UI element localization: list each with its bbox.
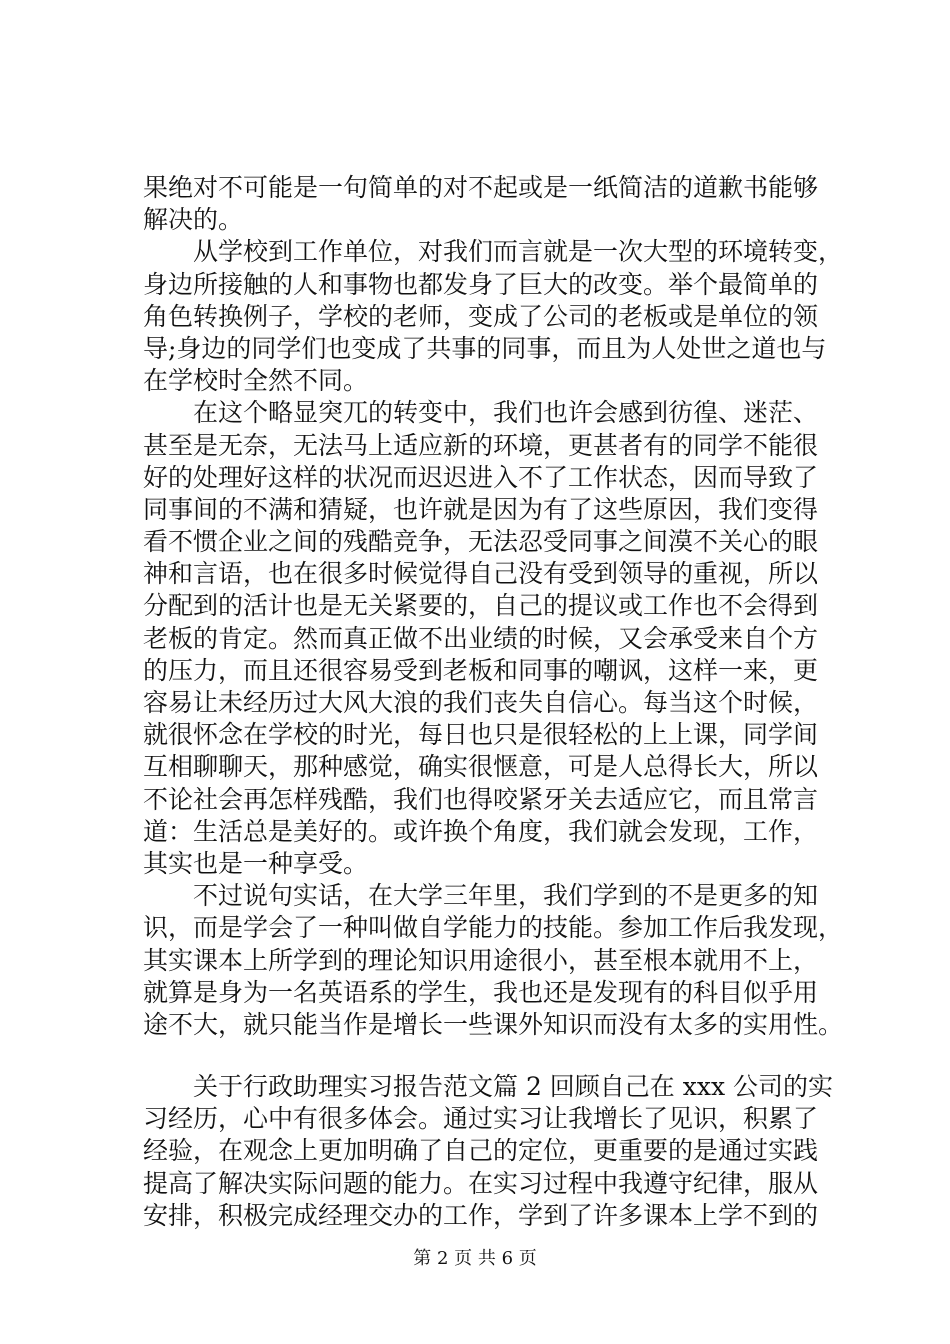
text-line: 互相聊聊天，那种感觉，确实很惬意，可是人总得长大，所以 bbox=[143, 752, 819, 782]
text-line: 老板的肯定。然而真正做不出业绩的时候，又会承受来自个方 bbox=[143, 623, 819, 653]
text-line: 身边所接触的人和事物也都发身了巨大的改变。举个最简单的 bbox=[143, 269, 819, 299]
text-line: 导;身边的同学们也变成了共事的同事，而且为人处世之道也与 bbox=[143, 333, 827, 363]
text-line: 看不惯企业之间的残酷竞争，无法忍受同事之间漠不关心的眼 bbox=[143, 527, 819, 557]
text-line: 就很怀念在学校的时光，每日也只是很轻松的上上课，同学间 bbox=[143, 720, 819, 750]
text-line: 同事间的不满和猜疑，也许就是因为有了这些原因，我们变得 bbox=[143, 494, 819, 524]
text-line: 分配到的活计也是无关紧要的，自己的提议或工作也不会得到 bbox=[143, 591, 819, 621]
text-line: 经验，在观念上更加明确了自己的定位，更重要的是通过实践 bbox=[143, 1136, 819, 1166]
text-line: 不过说句实话，在大学三年里，我们学到的不是更多的知 bbox=[143, 881, 819, 911]
text-line: 其实也是一种享受。 bbox=[143, 848, 369, 878]
text-line: 其实课本上所学到的理论知识用途很小，甚至根本就用不上， bbox=[143, 945, 819, 975]
text-line: 在这个略显突兀的转变中，我们也许会感到彷徨、迷茫、 bbox=[143, 398, 819, 428]
text-line: 道：生活总是美好的。或许换个角度，我们就会发现，工作， bbox=[143, 816, 819, 846]
text-line: 关于行政助理实习报告范文篇 2 回顾自己在 xxx 公司的实 bbox=[143, 1072, 833, 1102]
text-line: 提高了解决实际问题的能力。在实习过程中我遵守纪律，服从 bbox=[143, 1168, 819, 1198]
text-line: 就算是身为一名英语系的学生，我也还是发现有的科目似乎用 bbox=[143, 977, 819, 1007]
text-line: 好的处理好这样的状况而迟迟进入不了工作状态，因而导致了 bbox=[143, 462, 819, 492]
text-line: 的压力，而且还很容易受到老板和同事的嘲讽，这样一来，更 bbox=[143, 655, 819, 685]
text-line: 在学校时全然不同。 bbox=[143, 366, 369, 396]
text-line: 安排，积极完成经理交办的工作，学到了许多课本上学不到的 bbox=[143, 1200, 819, 1230]
text-line: 神和言语，也在很多时候觉得自己没有受到领导的重视，所以 bbox=[143, 559, 819, 589]
paragraph-gap bbox=[143, 1041, 833, 1071]
text-line: 途不大，就只能当作是增长一些课外知识而没有太多的实用性。 bbox=[143, 1009, 844, 1039]
text-line: 甚至是无奈，无法马上适应新的环境，更甚者有的同学不能很 bbox=[143, 430, 819, 460]
text-line: 习经历，心中有很多体会。通过实习让我增长了见识，积累了 bbox=[143, 1104, 819, 1134]
text-line: 从学校到工作单位，对我们而言就是一次大型的环境转变， bbox=[143, 237, 844, 267]
text-line: 容易让未经历过大风大浪的我们丧失自信心。每当这个时候， bbox=[143, 688, 819, 717]
document-body bbox=[143, 172, 844, 1232]
text-line: 解决的。 bbox=[143, 205, 244, 235]
text-line: 不论社会再怎样残酷，我们也得咬紧牙关去适应它，而且常言 bbox=[143, 784, 819, 814]
text-line: 角色转换例子，学校的老师，变成了公司的老板或是单位的领 bbox=[143, 301, 819, 331]
text-line: 果绝对不可能是一句简单的对不起或是一纸简洁的道歉书能够 bbox=[143, 173, 819, 202]
page-footer: 第 2 页 共 6 页 bbox=[413, 1248, 537, 1269]
text-line: 识，而是学会了一种叫做自学能力的技能。参加工作后我发现， bbox=[143, 913, 844, 943]
